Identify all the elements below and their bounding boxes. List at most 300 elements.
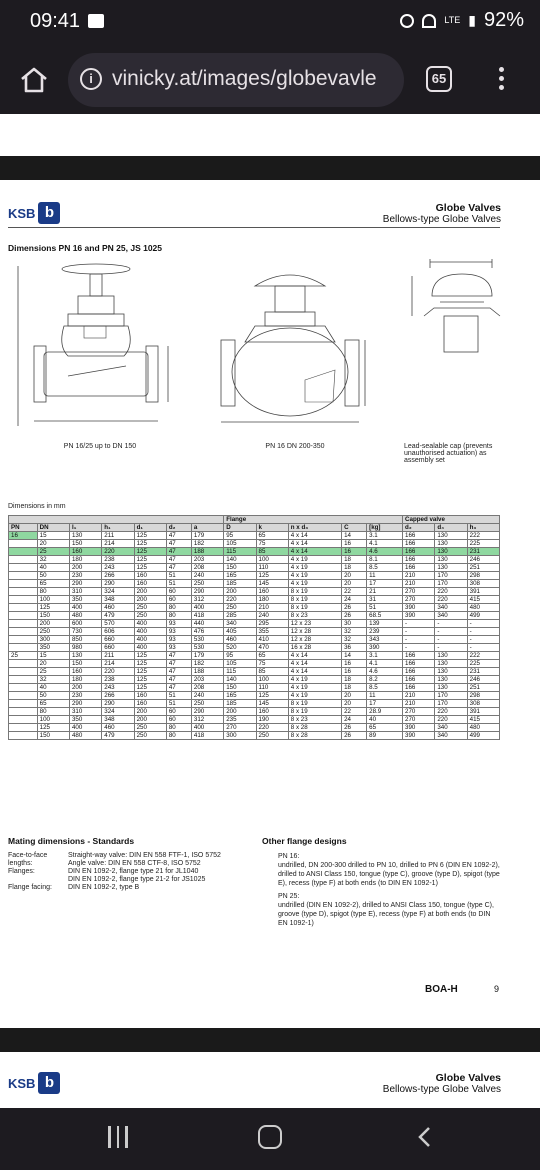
table-cell: 150 [37, 612, 69, 620]
table-cell: 125 [134, 540, 166, 548]
table-cell: 166 [403, 548, 435, 556]
table-cell: 190 [256, 716, 288, 724]
table-cell: 166 [403, 564, 435, 572]
column-header: [kg] [367, 524, 403, 532]
table-cell: 80 [37, 588, 69, 596]
table-cell: 308 [467, 580, 499, 588]
table-cell: 145 [256, 700, 288, 708]
table-cell: 470 [256, 644, 288, 652]
table-cell: 8 x 23 [288, 612, 341, 620]
table-cell: 166 [403, 556, 435, 564]
mating-value: Angle valve: DIN EN 558 CTF-8, ISO 5752 [68, 860, 201, 867]
table-cell: 220 [435, 596, 467, 604]
table-cell: 95 [224, 652, 256, 660]
table-body [9, 532, 500, 740]
table-cell: 400 [134, 636, 166, 644]
table-cell: 210 [256, 604, 288, 612]
table-cell: 80 [166, 732, 191, 740]
table-cell: 47 [166, 684, 191, 692]
table-cell: 391 [467, 588, 499, 596]
table-cell: - [403, 644, 435, 652]
table-cell: 415 [467, 716, 499, 724]
table-cell: 140 [224, 676, 256, 684]
table-cell: 239 [367, 628, 403, 636]
table-cell: 150 [69, 660, 101, 668]
page-separator [0, 1028, 540, 1052]
table-cell [9, 556, 38, 564]
table-row [9, 700, 500, 708]
table-cell: 80 [166, 604, 191, 612]
table-cell: 350 [37, 644, 69, 652]
table-cell: 89 [367, 732, 403, 740]
table-cell: - [435, 620, 467, 628]
table-cell: 18 [342, 556, 367, 564]
table-cell: 93 [166, 620, 191, 628]
table-cell: 390 [403, 604, 435, 612]
table-cell: 14 [342, 652, 367, 660]
table-cell: 200 [37, 620, 69, 628]
table-cell: 660 [102, 636, 134, 644]
table-cell: 240 [256, 612, 288, 620]
image-notification-icon [88, 14, 104, 28]
other-flange-designs [262, 836, 502, 932]
table-cell: 110 [256, 564, 288, 572]
table-column-headers [9, 524, 500, 532]
table-cell: 340 [435, 612, 467, 620]
list-item [8, 876, 258, 883]
table-cell: 130 [435, 556, 467, 564]
header-subtitle: Bellows-type Globe Valves [382, 214, 501, 225]
table-cell: 188 [191, 668, 223, 676]
table-cell: 160 [69, 668, 101, 676]
column-header: h₃ [467, 524, 499, 532]
table-cell: 68.5 [367, 612, 403, 620]
table-cell: 115 [224, 548, 256, 556]
table-row [9, 724, 500, 732]
table-cell: 200 [224, 588, 256, 596]
table-cell: 850 [69, 636, 101, 644]
table-cell: 145 [256, 580, 288, 588]
pn16-text: undrilled, DN 200-300 drilled to PN 10, drilled to PN 6 (DIN EN 1092-2), drilled to ANSI Class 150, tongue (type C), groove (type D), spigot (type E), recess (type F) at both ends (to DIN EN 1092-1) [278, 862, 500, 887]
table-cell: 60 [166, 708, 191, 716]
table-cell: 200 [134, 588, 166, 596]
table-cell: 150 [224, 564, 256, 572]
table-cell: 312 [191, 716, 223, 724]
table-cell: 208 [191, 684, 223, 692]
table-cell: 40 [37, 684, 69, 692]
table-cell: 8.5 [367, 684, 403, 692]
column-header: PN [9, 524, 38, 532]
system-nav-bar [0, 1108, 540, 1170]
table-cell: 980 [69, 644, 101, 652]
table-cell: 100 [37, 596, 69, 604]
table-cell: 231 [467, 668, 499, 676]
page-separator [0, 156, 540, 180]
table-cell: 308 [467, 700, 499, 708]
table-cell: 460 [224, 636, 256, 644]
table-cell: 93 [166, 628, 191, 636]
table-cell: 480 [69, 612, 101, 620]
table-cell: 220 [102, 548, 134, 556]
table-row [9, 612, 500, 620]
column-header: a [191, 524, 223, 532]
table-cell: 440 [191, 620, 223, 628]
table-cell: 16 x 28 [288, 644, 341, 652]
table-cell: 290 [191, 708, 223, 716]
table-cell [9, 572, 38, 580]
table-row [9, 716, 500, 724]
table-cell: 520 [224, 644, 256, 652]
table-cell: 400 [69, 724, 101, 732]
table-cell: 22 [342, 708, 367, 716]
table-cell: 220 [435, 708, 467, 716]
table-cell: 166 [403, 652, 435, 660]
brand-text: KSB [8, 1075, 36, 1091]
table-cell: 480 [467, 724, 499, 732]
table-cell: 8 x 28 [288, 732, 341, 740]
table-row [9, 604, 500, 612]
table-cell [9, 692, 38, 700]
table-cell: 100 [256, 676, 288, 684]
table-cell: 125 [37, 604, 69, 612]
table-cell: 180 [256, 596, 288, 604]
table-cell: 298 [467, 572, 499, 580]
table-cell [9, 604, 38, 612]
table-cell: 47 [166, 668, 191, 676]
home-icon[interactable] [18, 64, 50, 96]
table-cell: 12 x 28 [288, 628, 341, 636]
table-cell: 165 [224, 572, 256, 580]
wifi-icon [422, 14, 436, 28]
table-cell [9, 620, 38, 628]
table-row [9, 644, 500, 652]
table-cell: 220 [102, 668, 134, 676]
table-cell: 251 [467, 684, 499, 692]
address-bar[interactable] [68, 53, 404, 107]
table-cell [9, 580, 38, 588]
table-cell: 160 [256, 588, 288, 596]
table-cell: 50 [37, 572, 69, 580]
table-cell: 250 [37, 628, 69, 636]
table-cell [9, 708, 38, 716]
table-cell: 348 [102, 596, 134, 604]
table-cell: 405 [224, 628, 256, 636]
table-cell: 93 [166, 644, 191, 652]
table-cell: 166 [403, 668, 435, 676]
table-cell: 460 [102, 604, 134, 612]
tab-switcher-button[interactable]: 65 [426, 66, 452, 92]
table-cell [9, 564, 38, 572]
table-cell: 220 [435, 588, 467, 596]
table-cell: 166 [403, 676, 435, 684]
mating-key: Face-to-face [8, 852, 48, 859]
recents-button[interactable] [108, 1126, 132, 1150]
table-row [9, 676, 500, 684]
table-cell [9, 716, 38, 724]
table-cell: 290 [69, 580, 101, 588]
table-cell: 530 [191, 636, 223, 644]
table-cell: 8 x 19 [288, 588, 341, 596]
table-cell: 391 [467, 708, 499, 716]
table-cell: 170 [435, 572, 467, 580]
table-cell: 50 [37, 692, 69, 700]
table-row [9, 660, 500, 668]
table-cell: 26 [342, 604, 367, 612]
table-cell: 200 [69, 684, 101, 692]
table-cell: 8 x 19 [288, 596, 341, 604]
table-cell [9, 588, 38, 596]
overflow-menu-icon[interactable] [496, 64, 506, 96]
table-cell: 225 [467, 660, 499, 668]
table-cell: 180 [69, 676, 101, 684]
table-cell: 16 [342, 668, 367, 676]
footer-page-number: 9 [494, 984, 500, 994]
table-cell: 530 [191, 644, 223, 652]
table-cell: 24 [342, 596, 367, 604]
table-cell: 16 [342, 660, 367, 668]
table-cell: 60 [166, 716, 191, 724]
table-cell: 300 [37, 636, 69, 644]
table-cell: 17 [367, 700, 403, 708]
table-cell: 105 [224, 540, 256, 548]
table-cell: 270 [403, 708, 435, 716]
table-cell: 15 [37, 532, 69, 540]
table-cell: 266 [102, 692, 134, 700]
table-cell: 210 [403, 572, 435, 580]
table-cell: 166 [403, 540, 435, 548]
mating-value: DIN EN 1092-2, type B [68, 884, 140, 891]
table-cell: 250 [256, 732, 288, 740]
table-cell [9, 700, 38, 708]
table-cell: 479 [102, 732, 134, 740]
table-row [9, 620, 500, 628]
info-icon[interactable]: i [80, 68, 102, 90]
table-cell: 125 [134, 676, 166, 684]
table-cell: 40 [367, 716, 403, 724]
table-cell: 340 [224, 620, 256, 628]
table-cell: 32 [37, 556, 69, 564]
table-cell: 125 [256, 692, 288, 700]
table-cell: 18 [342, 564, 367, 572]
mating-list [8, 852, 258, 891]
table-cell: 4 x 19 [288, 580, 341, 588]
table-cell [9, 676, 38, 684]
table-cell: 160 [134, 580, 166, 588]
table-cell: 110 [256, 684, 288, 692]
mating-value: DIN EN 1092-2, flange type 21-2 for JS1025 [68, 876, 206, 883]
ksb-b-logo-icon: b [38, 1072, 60, 1094]
table-cell: 214 [102, 660, 134, 668]
table-cell: 179 [191, 652, 223, 660]
table-cell: 246 [467, 556, 499, 564]
table-cell: 80 [166, 612, 191, 620]
table-cell: 214 [102, 540, 134, 548]
table-cell: 47 [166, 540, 191, 548]
table-cell: 220 [435, 716, 467, 724]
table-cell: - [467, 628, 499, 636]
list-item [8, 868, 258, 875]
table-cell: 400 [134, 620, 166, 628]
table-cell: 266 [102, 572, 134, 580]
table-cell: 47 [166, 652, 191, 660]
table-cell: 418 [191, 732, 223, 740]
table-cell [9, 660, 38, 668]
table-cell: 251 [467, 564, 499, 572]
page-header [383, 1072, 501, 1095]
table-cell: 125 [134, 684, 166, 692]
table-cell: 47 [166, 548, 191, 556]
valve-drawing-1 [8, 256, 188, 436]
table-cell: 160 [134, 700, 166, 708]
table-cell: - [467, 620, 499, 628]
alarm-icon [400, 14, 414, 28]
table-cell: 355 [256, 628, 288, 636]
table-cell: 298 [467, 692, 499, 700]
table-cell: 15 [37, 652, 69, 660]
section-title: Dimensions PN 16 and PN 25, JS 1025 [8, 243, 163, 253]
table-cell: 4 x 19 [288, 564, 341, 572]
table-cell: 130 [435, 676, 467, 684]
status-icons [400, 9, 524, 32]
status-bar [0, 0, 540, 46]
table-cell [9, 548, 38, 556]
table-cell: 12 x 28 [288, 636, 341, 644]
column-header: C [342, 524, 367, 532]
table-cell: 238 [102, 676, 134, 684]
table-row [9, 596, 500, 604]
table-cell: 130 [435, 564, 467, 572]
table-cell: 25 [37, 548, 69, 556]
table-cell: 3.1 [367, 532, 403, 540]
table-cell: - [435, 636, 467, 644]
table-cell: 499 [467, 612, 499, 620]
pdf-page-view[interactable] [0, 114, 540, 1108]
signal-icon: ▮ [468, 12, 476, 28]
table-cell: 4 x 14 [288, 532, 341, 540]
table-cell: 210 [403, 700, 435, 708]
table-cell: 11 [367, 692, 403, 700]
column-header: d₄ [435, 524, 467, 532]
table-cell: 400 [191, 724, 223, 732]
table-cell: - [403, 620, 435, 628]
table-cell: 65 [256, 652, 288, 660]
table-cell: 460 [102, 724, 134, 732]
table-cell: 480 [467, 604, 499, 612]
table-cell: 93 [166, 636, 191, 644]
table-group-capped: Capped valve [403, 516, 500, 524]
cap-drawing [400, 256, 510, 356]
table-cell: 200 [134, 708, 166, 716]
table-cell: 125 [256, 572, 288, 580]
table-cell: 85 [256, 548, 288, 556]
table-cell: - [467, 644, 499, 652]
table-cell: 170 [435, 580, 467, 588]
dimensions-table [8, 515, 500, 740]
table-cell: 47 [166, 564, 191, 572]
table-cell: 47 [166, 676, 191, 684]
table-cell: 8.2 [367, 676, 403, 684]
table-cell: 65 [367, 724, 403, 732]
table-cell: 220 [224, 596, 256, 604]
table-cell: 250 [134, 612, 166, 620]
table-cell: 140 [224, 556, 256, 564]
header-title: Globe Valves [435, 202, 501, 214]
table-cell: 479 [102, 612, 134, 620]
table-cell: 125 [134, 532, 166, 540]
list-item [268, 892, 502, 928]
table-cell: 270 [403, 596, 435, 604]
table-row [9, 692, 500, 700]
table-cell: 150 [69, 540, 101, 548]
table-cell: 250 [224, 604, 256, 612]
table-cell: 8 x 19 [288, 708, 341, 716]
table-cell: 100 [256, 556, 288, 564]
table-cell: 400 [134, 644, 166, 652]
table-cell: 250 [134, 604, 166, 612]
table-cell: 499 [467, 732, 499, 740]
table-cell [9, 724, 38, 732]
table-cell: 160 [134, 692, 166, 700]
table-cell: 182 [191, 660, 223, 668]
table-cell: 47 [166, 556, 191, 564]
url-text[interactable]: vinicky.at/images/globevavle [112, 67, 377, 90]
table-cell: 185 [224, 580, 256, 588]
table-cell: 22 [342, 588, 367, 596]
ksb-b-logo-icon: b [38, 202, 60, 224]
table-cell: 203 [191, 676, 223, 684]
table-cell: 139 [367, 620, 403, 628]
table-cell: 51 [166, 692, 191, 700]
table-cell: 8.1 [367, 556, 403, 564]
table-cell: 8 x 23 [288, 716, 341, 724]
table-cell: 25 [37, 668, 69, 676]
figure-caption-3: Lead-sealable cap (prevents unauthorised actuation) as assembly set [404, 443, 493, 464]
table-row [9, 628, 500, 636]
table-cell: 16 [9, 532, 38, 540]
table-cell: 4 x 14 [288, 548, 341, 556]
page-header [383, 202, 501, 225]
pn25-text: undrilled (DIN EN 1092-2), drilled to ANSI Class 150, tongue (type C), groove (type D), spigot (type E), recess (type F) at both ends (to DIN EN 1092-1) [278, 902, 494, 927]
table-cell: 150 [224, 684, 256, 692]
table-cell: 60 [166, 588, 191, 596]
header-rule [8, 227, 500, 228]
table-cell: 51 [166, 700, 191, 708]
table-cell: 130 [435, 548, 467, 556]
table-cell: 300 [224, 732, 256, 740]
table-group-blank [9, 516, 224, 524]
table-cell: 4 x 14 [288, 652, 341, 660]
column-header: d₂ [403, 524, 435, 532]
table-cell: 290 [102, 700, 134, 708]
table-cell [9, 644, 38, 652]
table-cell [9, 540, 38, 548]
figure-caption-2: PN 16 DN 200-350 [265, 443, 325, 450]
table-cell: 290 [69, 700, 101, 708]
mating-dimensions [8, 836, 258, 892]
table-cell: 65 [37, 700, 69, 708]
table-cell: 240 [191, 692, 223, 700]
table-cell: 290 [191, 588, 223, 596]
home-button[interactable] [258, 1125, 282, 1149]
table-cell: 32 [37, 676, 69, 684]
table-row [9, 580, 500, 588]
table-cell: 220 [256, 724, 288, 732]
back-icon[interactable] [414, 1126, 436, 1148]
table-cell: 343 [367, 636, 403, 644]
table-cell: 208 [191, 564, 223, 572]
brand-text: KSB [8, 205, 36, 221]
table-cell: 51 [166, 572, 191, 580]
